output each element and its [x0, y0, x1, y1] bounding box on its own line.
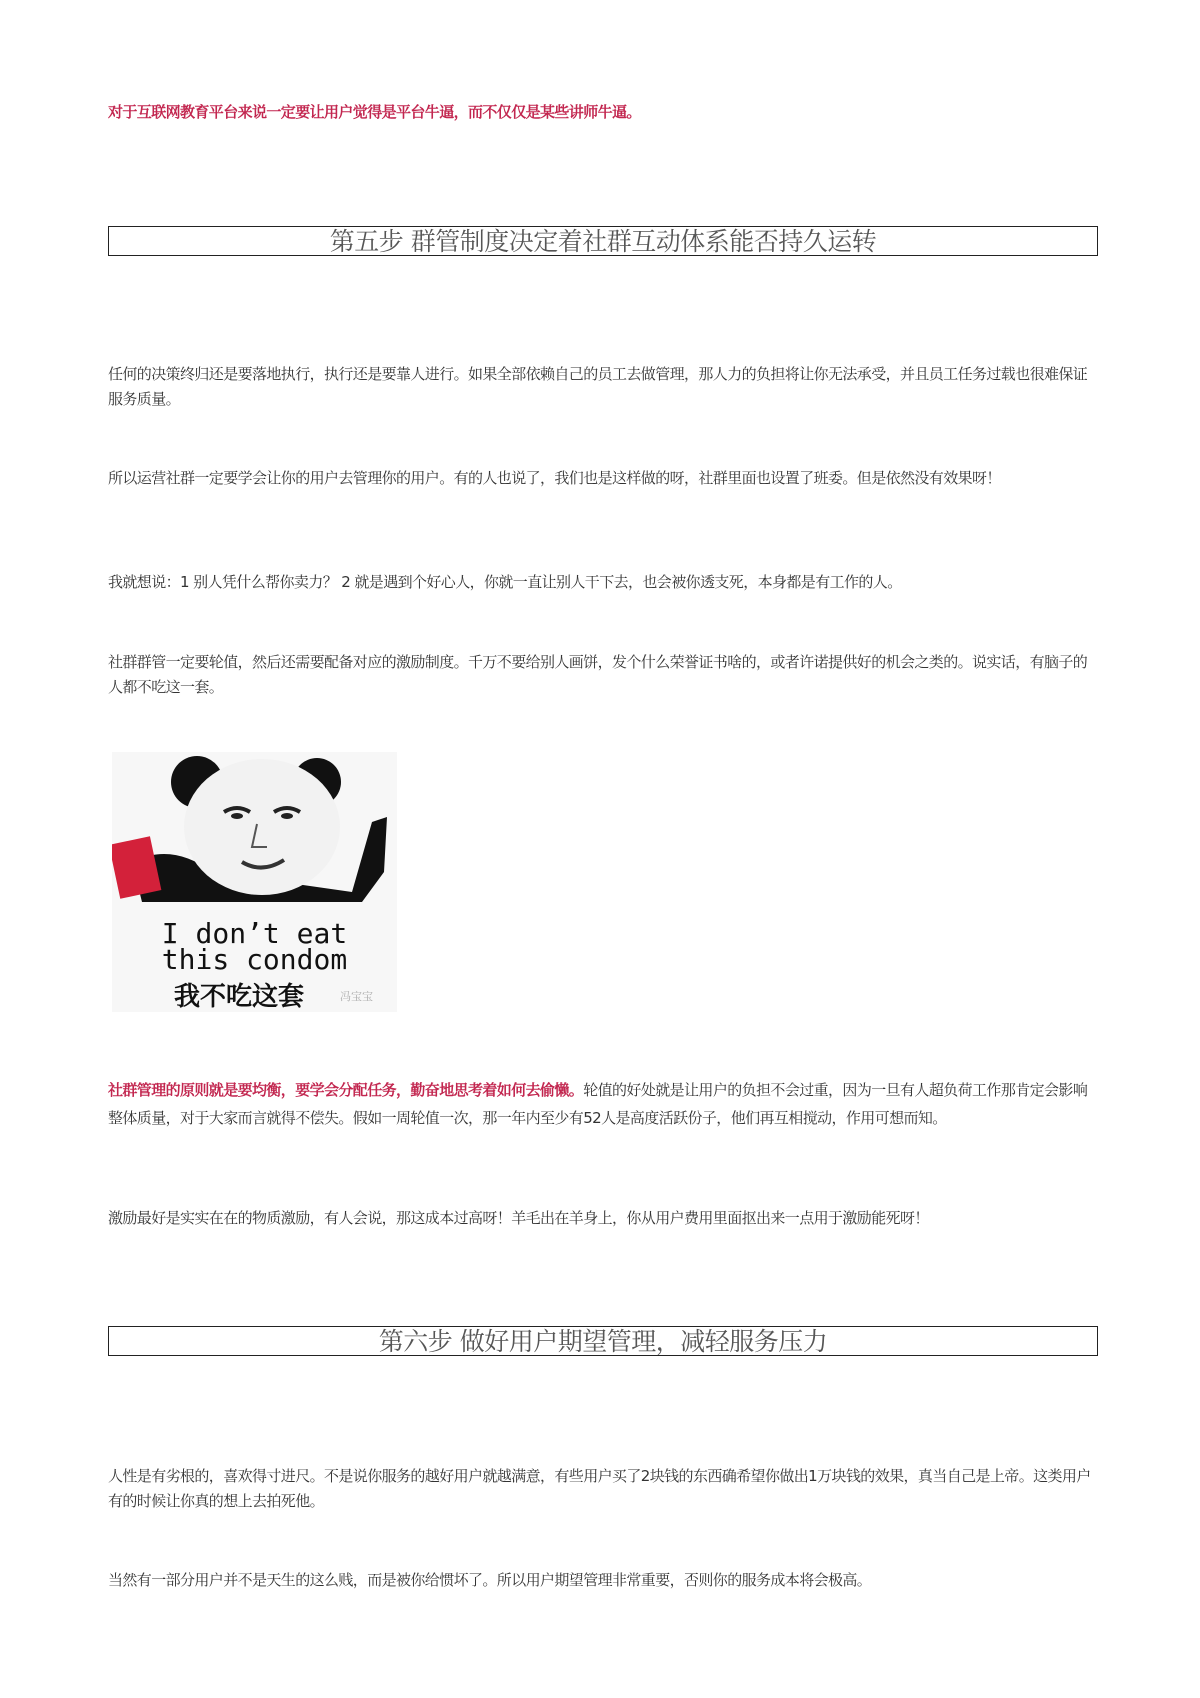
paragraph: 当然有一部分用户并不是天生的这么贱，而是被你给惯坏了。所以用户期望管理非常重要，否则你的服务成本将会极高。: [108, 1571, 872, 1589]
meme-watermark: 冯宝宝: [340, 990, 373, 1003]
panda-illustration: [112, 752, 397, 927]
highlight-rest: 轮值的好处就是让用户的负担不会过重，因为一旦有人超负荷工作那肯定会影响整体质量，对于大家而言就得不偿失。假如一周轮值一次，那一年内至少有52人是高度活跃份子，他们再互相搅动，作用可想而知。: [108, 1081, 1088, 1127]
paragraph: 社群群管一定要轮值，然后还需要配备对应的激励制度。千万不要给别人画饼，发个什么荣誉证书啥的，或者许诺提供好的机会之类的。说实话，有脑子的人都不吃这一套。: [108, 653, 1088, 696]
paragraph: 我就想说：1 别人凭什么帮你卖力？ 2 就是遇到个好心人，你就一直让别人干下去，也会被你透支死，本身都是有工作的人。: [108, 573, 902, 591]
paragraph: 任何的决策终归还是要落地执行，执行还是要靠人进行。如果全部依赖自己的员工去做管理，那人力的负担将让你无法承受，并且员工任务过载也很难保证服务质量。: [108, 365, 1088, 408]
section6-heading: 第六步 做好用户期望管理，减轻服务压力: [108, 1326, 1098, 1356]
intro-highlight: 对于互联网教育平台来说一定要让用户觉得是平台牛逼，而不仅仅是某些讲师牛逼。: [108, 103, 641, 121]
meme-caption-zh: 我不吃这套: [174, 982, 305, 1012]
section5-heading: 第五步 群管制度决定着社群互动体系能否持久运转: [108, 226, 1098, 256]
panda-meme-image: [112, 752, 397, 1012]
paragraph: 所以运营社群一定要学会让你的用户去管理你的用户。有的人也说了，我们也是这样做的呀，社群里面也设置了班委。但是依然没有效果呀！: [108, 469, 1001, 487]
paragraph: 激励最好是实实在在的物质激励，有人会说，那这成本过高呀！羊毛出在羊身上，你从用户费用里面抠出来一点用于激励能死呀！: [108, 1209, 929, 1227]
highlight-lead: 社群管理的原则就是要均衡，要学会分配任务，勤奋地思考着如何去偷懒。: [108, 1081, 584, 1099]
paragraph-highlighted: [108, 1076, 1098, 1132]
condom-wrapper-icon: [112, 836, 161, 899]
paragraph: 人性是有劣根的，喜欢得寸进尺。不是说你服务的越好用户就越满意，有些用户买了2块钱的东西确希望你做出1万块钱的效果，真当自己是上帝。这类用户有的时候让你真的想上去拍死他。: [108, 1467, 1091, 1510]
meme-caption-line2: this condom: [161, 943, 348, 976]
meme-caption-line1: I don’t eat: [161, 917, 348, 950]
